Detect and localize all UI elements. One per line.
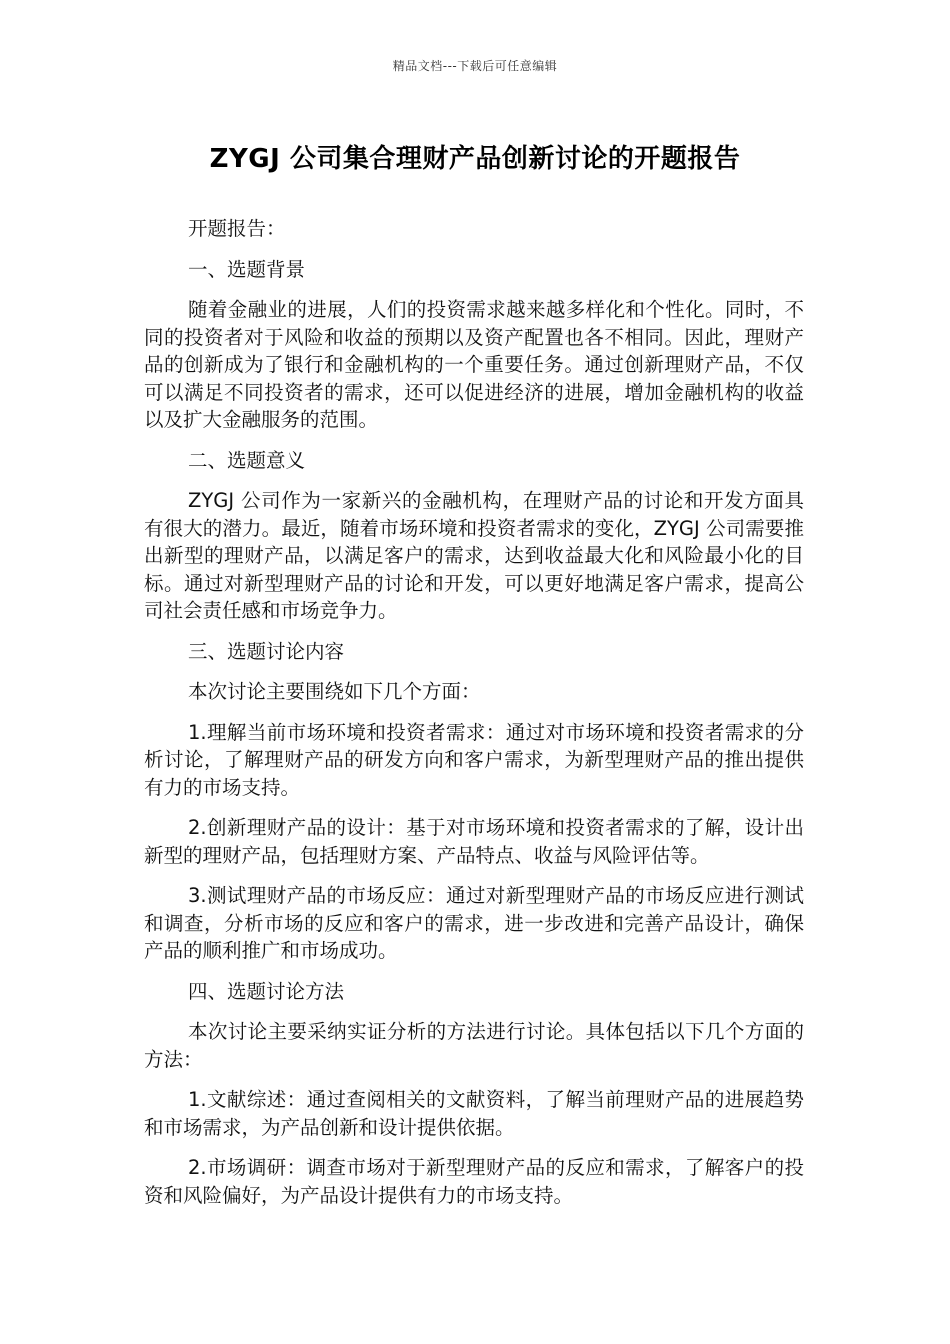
document-title: ZYGJ 公司集合理财产品创新讨论的开题报告 [209,144,741,174]
page-header: 精品文档---下载后可任意编辑 [392,59,558,73]
list-item-content-3: 3.测试理财产品的市场反应：通过对新型理财产品的市场反应进行测试和调查，分析市场的反应和客户的需求，进一步改进和完善产品设计，确保产品的顺利推广和市场成功。 [144,884,804,962]
paragraph-background: 随着金融业的进展，人们的投资需求越来越多样化和个性化。同时，不同的投资者对于风险和收益的预期以及资产配置也各不相同。因此，理财产品的创新成为了银行和金融机构的一个重要任务。通过创新理财产品，不仅可以满足不同投资者的需求，还可以促进经济的进展，增加金融机构的收益以及扩大金融服务的范围。 [144,298,804,431]
list-item-content-1: 1.理解当前市场环境和投资者需求：通过对市场环境和投资者需求的分析讨论，了解理财产品的研发方向和客户需求，为新型理财产品的推出提供有力的市场支持。 [144,720,804,799]
section-heading-background: 一、选题背景 [188,257,306,281]
paragraph-methods-intro: 本次讨论主要采纳实证分析的方法进行讨论。具体包括以下几个方面的方法： [144,1020,804,1071]
paragraph-significance: ZYGJ 公司作为一家新兴的金融机构，在理财产品的讨论和开发方面具有很大的潜力。最近，随着市场环境和投资者需求的变化，ZYGJ 公司需要推出新型的理财产品，以满足客户的需求，达到收益最大化和风险最小化的目标。通过对新型理财产品的讨论和开发，可以更好地满足客户需求，提高公司社会责任感和市场竞争力。 [144,489,804,622]
list-item-method-1: 1.文献综述：通过查阅相关的文献资料，了解当前理财产品的进展趋势和市场需求，为产品创新和设计提供依据。 [144,1088,804,1139]
list-item-method-2: 2.市场调研：调查市场对于新型理财产品的反应和需求，了解客户的投资和风险偏好，为产品设计提供有力的市场支持。 [144,1156,804,1207]
section-heading-significance: 二、选题意义 [188,448,306,472]
paragraph-content-intro: 本次讨论主要围绕如下几个方面： [188,680,481,703]
intro-label: 开题报告： [188,217,286,240]
document-body [144,215,804,1222]
section-heading-content: 三、选题讨论内容 [188,639,345,663]
section-heading-methods: 四、选题讨论方法 [188,979,345,1003]
list-item-content-2: 2.创新理财产品的设计：基于对市场环境和投资者需求的了解，设计出新型的理财产品，包括理财方案、产品特点、收益与风险评估等。 [144,816,804,867]
